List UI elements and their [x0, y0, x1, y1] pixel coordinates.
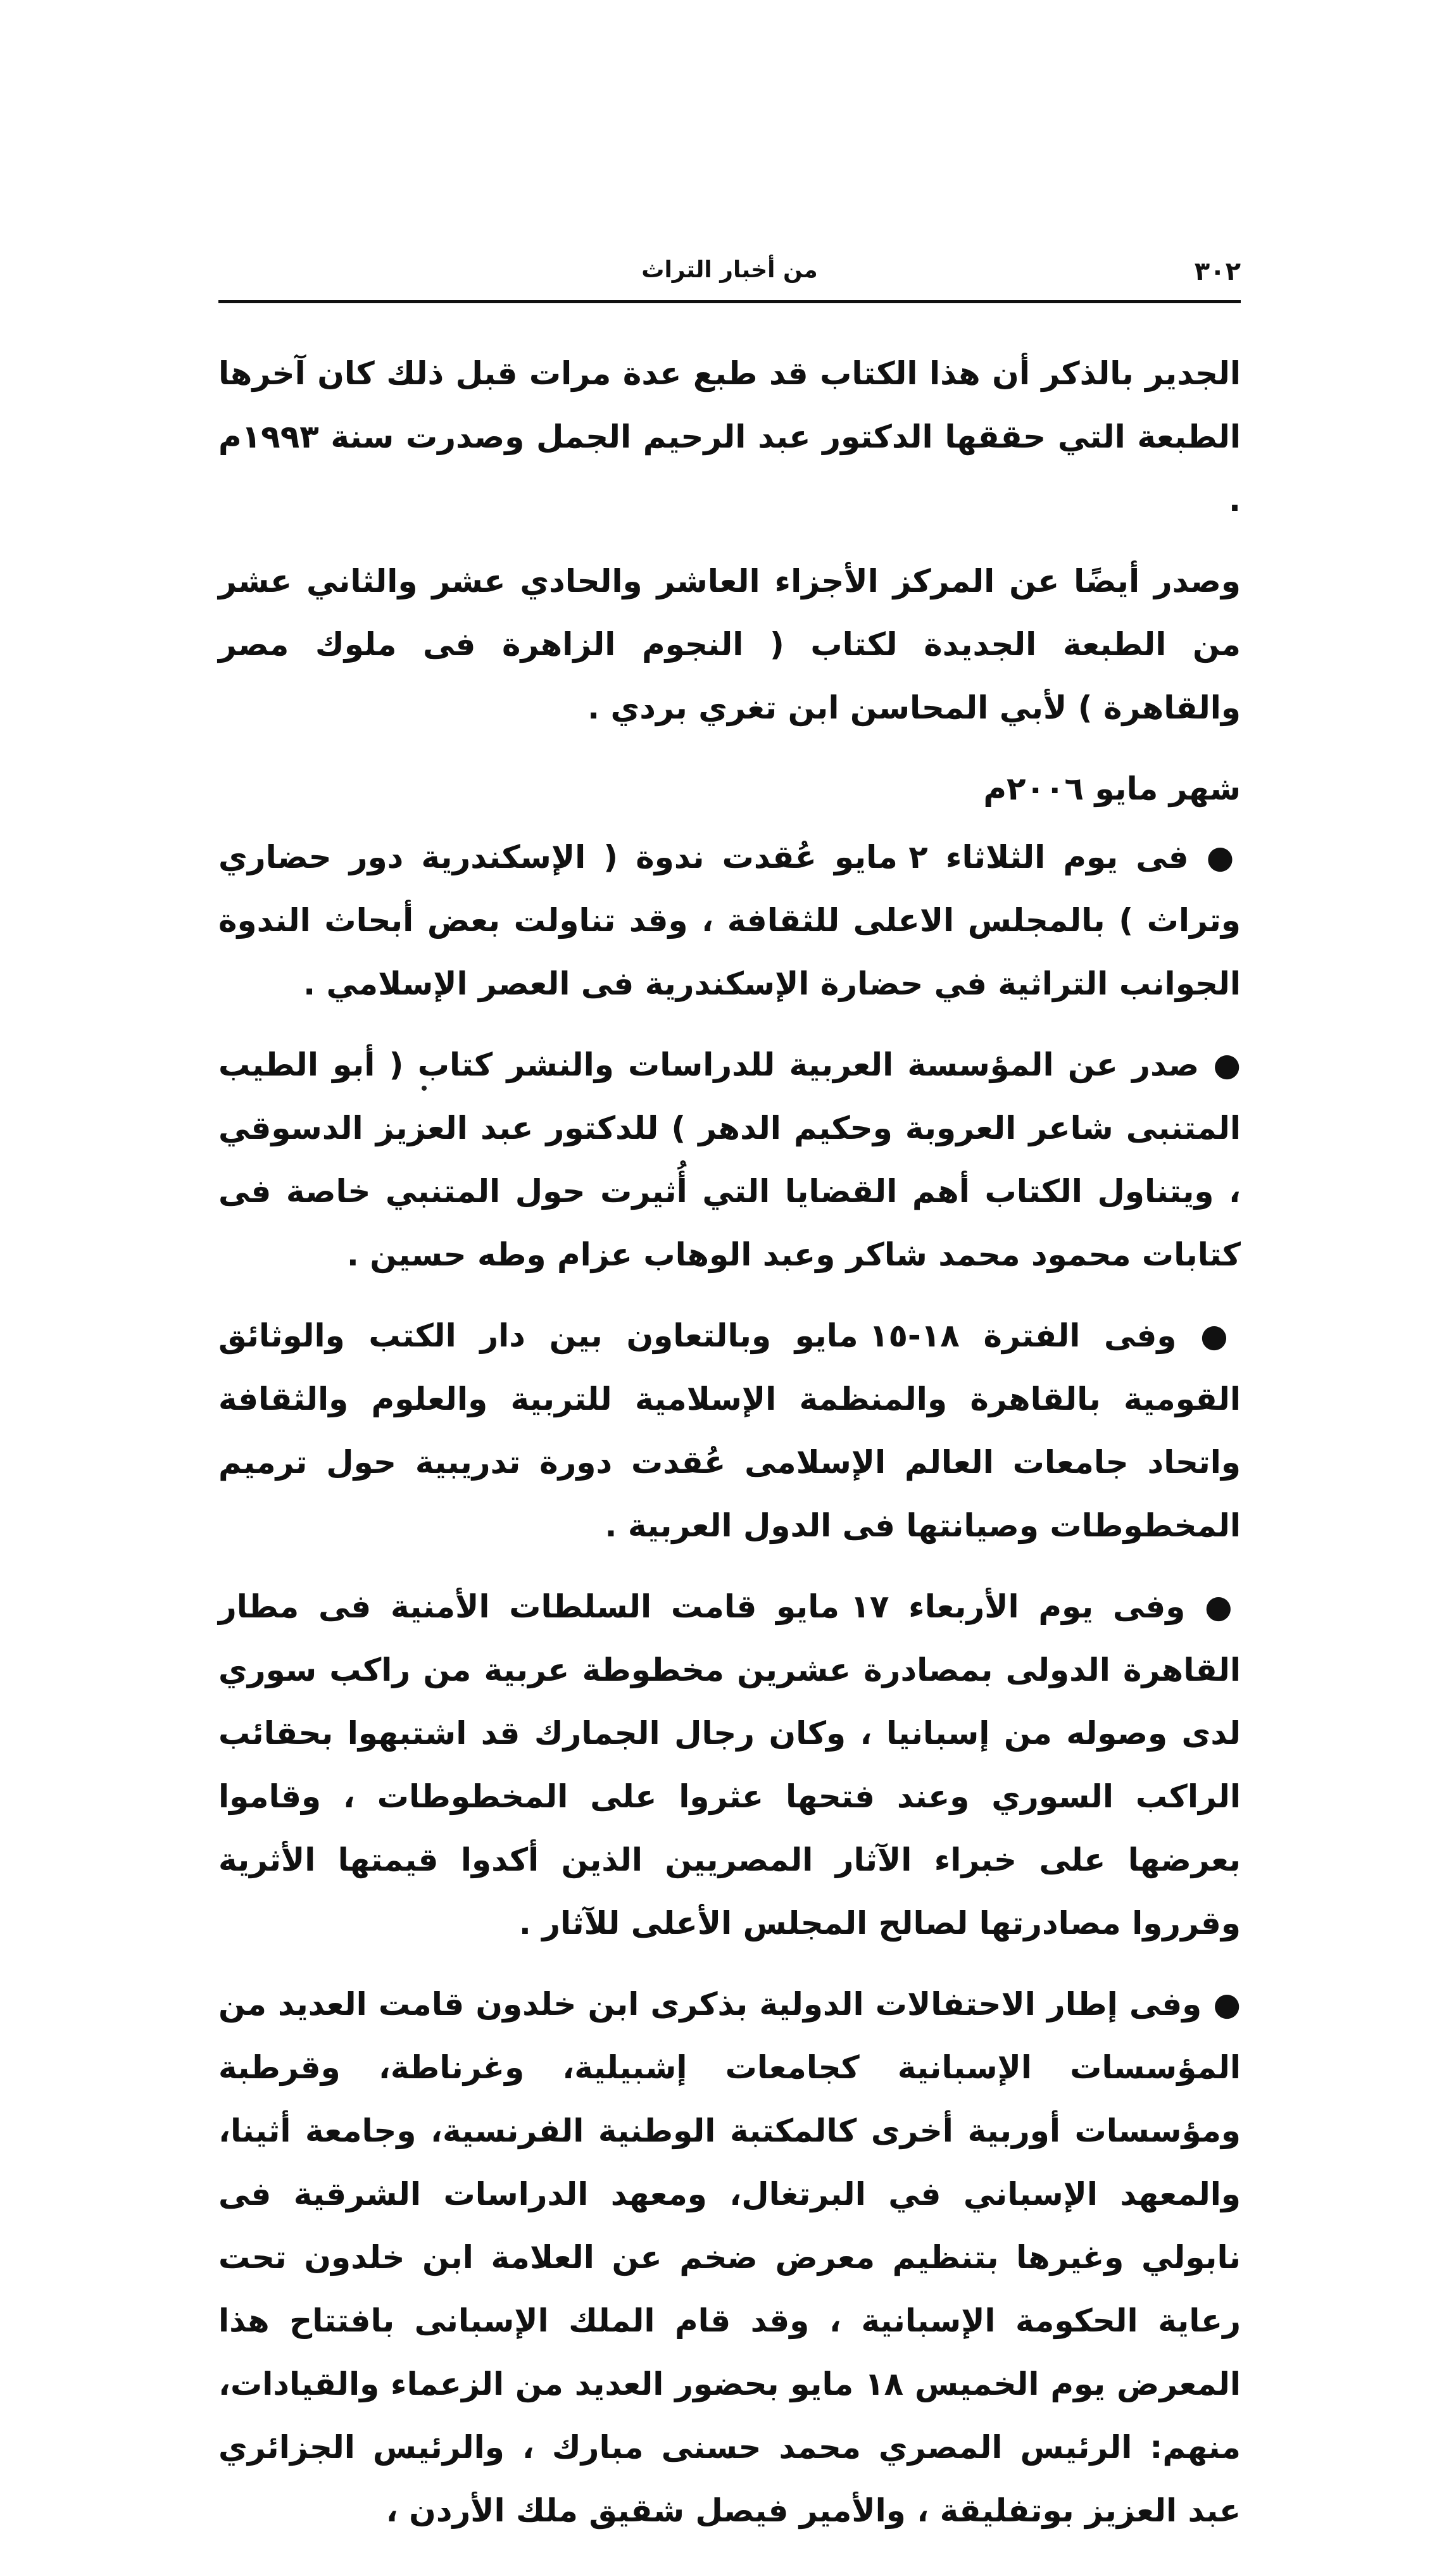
page-body: [218, 342, 1241, 2560]
paragraph-nujum-zahira: وصدر أيضًا عن المركز الأجزاء العاشر والحادي عشر والثاني عشر من الطبعة الجديدة لكتاب ( النجوم الزاهرة فى ملوك مصر والقاهرة ) لأبي المحاسن ابن تغري بردي .: [218, 563, 1241, 726]
news-item-alexandria-symposium: ● فى يوم الثلاثاء ٢ مايو عُقدت ندوة ( الإسكندرية دور حضاري وتراث ) بالمجلس الاعلى للثقافة ، وقد تناولت بعض أبحاث الندوة الجوانب التراثية في حضارة الإسكندرية فى العصر الإسلامي .: [218, 839, 1241, 1002]
scan-speck: [422, 1086, 427, 1091]
paragraph-book-edition-note: الجدير بالذكر أن هذا الكتاب قد طبع عدة مرات قبل ذلك كان آخرها الطبعة التي حققها الدكتور عبد الرحيم الجمل وصدرت سنة ١٩٩٣م .: [218, 355, 1241, 518]
news-item-ibn-khaldun-exhibition: ● وفى إطار الاحتفالات الدولية بذكرى ابن خلدون قامت العديد من المؤسسات الإسبانية كجامعات إشبيلية، وغرناطة، وقرطبة ومؤسسات أوربية أخرى كالمكتبة الوطنية الفرنسية، وجامعة أثينا، والمعهد الإسباني في البرتغال، ومعهد الدراسات الشرقية فى نابولي وغيرها بتنظيم معرض ضخم عن العلامة ابن خلدون تحت رعاية الحكومة الإسبانية ، وقد قام الملك الإسبانى بافتتاح هذا المعرض يوم الخميس ١٨ مايو بحضور العديد من الزعماء والقيادات، منهم: الرئيس المصري محمد حسنى مبارك ، والرئيس الجزائري عبد العزيز بوتفليقة ، والأمير فيصل شقيق ملك الأردن ،: [218, 1986, 1241, 2529]
section-heading-may-2006: شهر مايو ٢٠٠٦م: [983, 770, 1241, 807]
header-title: من أخبار التراث: [641, 257, 818, 283]
news-item-airport-manuscripts-seizure: ● وفى يوم الأربعاء ١٧ مايو قامت السلطات الأمنية فى مطار القاهرة الدولى بمصادرة عشرين مخطوطة عربية من راكب سوري لدى وصوله من إسبانيا ، وكان رجال الجمارك قد اشتبهوا بحقائب الراكب السوري وعند فتحها عثروا على المخطوطات ، وقاموا بعرضها على خبراء الآثار المصريين الذين أكدوا قيمتها الأثرية وقرروا مصادرتها لصالح المجلس الأعلى للآثار .: [218, 1588, 1241, 1942]
news-item-manuscript-restoration-course: ● وفى الفترة ١٨-١٥ مايو وبالتعاون بين دار الكتب والوثائق القومية بالقاهرة والمنظمة الإسلامية للتربية والعلوم والثقافة واتحاد جامعات العالم الإسلامى عُقدت دورة تدريبية حول ترميم المخطوطات وصيانتها فى الدول العربية .: [218, 1317, 1241, 1544]
running-header: [218, 252, 1241, 296]
page-number: ٣٠٢: [1194, 257, 1241, 286]
header-rule: [218, 300, 1241, 303]
news-item-mutanabbi-book: ● صدر عن المؤسسة العربية للدراسات والنشر كتاب ( أبو الطيب المتنبى شاعر العروبة وحكيم الدهر ) للدكتور عبد العزيز الدسوقي ، ويتناول الكتاب أهم القضايا التي أُثيرت حول المتنبي خاصة فى كتابات محمود محمد شاكر وعبد الوهاب عزام وطه حسين .: [218, 1046, 1241, 1273]
